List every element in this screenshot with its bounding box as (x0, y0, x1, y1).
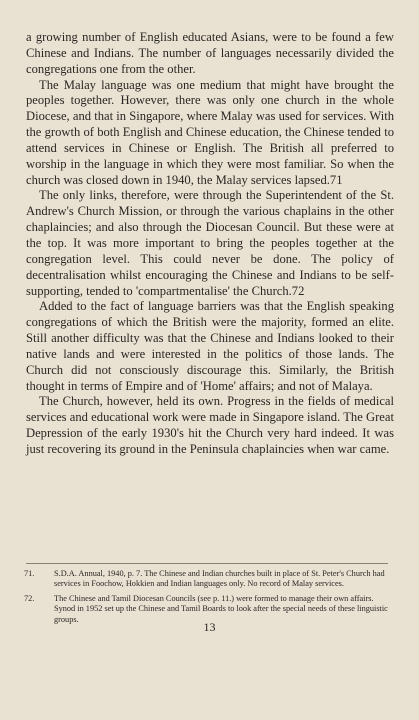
paragraph: a growing number of English educated Asians, were to be found a few Chinese and Indians. The number of languages necessarily divided the congregations one from the other. (26, 30, 394, 76)
page-number: 13 (203, 620, 216, 634)
paragraph: The Church, however, held its own. Progress in the fields of medical services and educational work were made in Singapore island. The Great Depression of the early 1930's hit the Church very hard indeed. It was just recovering its ground in the Peninsula chaplaincies when war came. (26, 394, 394, 456)
footnote (24, 569, 390, 590)
footnote-number: 71. (24, 569, 35, 578)
footnote-text: The Chinese and Tamil Diocesan Councils (see p. 11.) were formed to manage their own affairs. Synod in 1952 set up the Chinese and Tamil Boards to look after the special needs of these linguistic groups. (54, 593, 388, 624)
paragraph: Added to the fact of language barriers was that the English speaking congregations of which the British were the majority, formed an elite. Still another difficulty was that the Chinese and Indians looked to their native lands and were interested in the politics of those lands. The Church did not consciously discourage this. Similarly, the British thought in terms of Empire and of 'Home' affairs; and not of Malaya. (26, 299, 394, 393)
footnote-text: S.D.A. Annual, 1940, p. 7. The Chinese and Indian churches built in place of St. Peter's Church had services in Foochow, Hokkien and Indian languages only. No record of Malay services. (54, 569, 385, 589)
footnote-divider (26, 563, 388, 564)
paragraph: The Malay language was one medium that might have brought the peoples together. However, there was only one church in the whole Diocese, and that in Singapore, where Malay was used for services. With the growth of both English and Chinese education, the Chinese tended to attend services in Chinese or English. The British all preferred to worship in the language in which they were most familiar. So when the church was closed down in 1940, the Malay services lapsed.71 (26, 77, 394, 187)
footnote-number: 72. (24, 593, 35, 603)
body-text (26, 30, 394, 458)
paragraph: The only links, therefore, were through the Superintendent of the St. Andrew's Church Mission, or through the various chaplains in the other chaplaincies; and also through the Diocesan Council. But these were at the top. It was more important to bring the peoples together at the congregation level. This could never be done. The policy of decentralisation whilst encouraging the Chinese and Indians to be self-supporting, tended to 'compartmentalise' the Church.72 (26, 188, 394, 298)
